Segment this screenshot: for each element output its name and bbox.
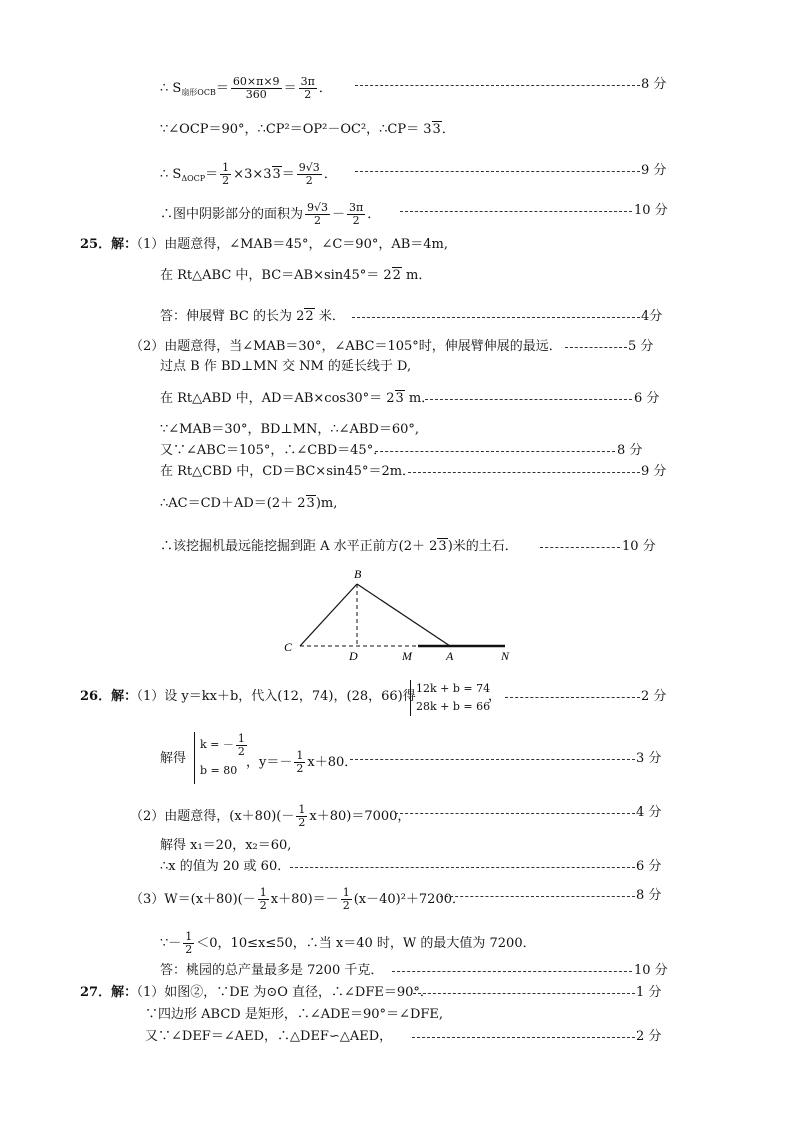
dotted-leader <box>413 993 635 994</box>
solution-line <box>0 534 794 560</box>
solution-line <box>0 158 794 187</box>
dotted-leader <box>540 547 620 548</box>
solution-line <box>0 925 794 955</box>
solution-text: ， <box>488 689 502 704</box>
score-mark: 5 分 <box>628 339 654 354</box>
solution-text: 解得 <box>160 751 187 766</box>
score-mark: 1 分 <box>636 985 662 1000</box>
math-expression: ∵∠OCP＝90°，∴CP²＝OP²－OC²，∴CP＝ 33． <box>160 122 455 137</box>
score-mark: 9 分 <box>641 163 667 178</box>
solution-line <box>0 491 794 517</box>
score-mark: 8 分 <box>636 888 662 903</box>
solution-text: 又∵∠ABC＝105°，∴∠CBD＝45°． <box>160 443 387 458</box>
score-mark: 2 分 <box>641 689 667 704</box>
solution-line <box>0 881 794 911</box>
dotted-leader <box>290 867 635 868</box>
dotted-leader <box>412 1037 635 1038</box>
dotted-leader <box>565 347 627 348</box>
solution-line <box>0 198 794 227</box>
solution-text: ∵－ $\frac{1}{2}$ ＜0，10≤x≤50，∴当 x＝40 时，W 的最大值为 7200． <box>160 930 536 956</box>
score-mark: 4分 <box>641 309 663 324</box>
solution-line <box>0 1024 794 1050</box>
label-b: B <box>354 567 362 581</box>
solution-line <box>0 304 794 330</box>
solution-text: （2）由题意得，(x＋80)(－ $\frac{1}{2}$ x＋80)＝7000， <box>130 803 411 829</box>
dotted-leader <box>355 171 640 172</box>
solution-text: 答：桃园的总产量最多是 7200 千克． <box>160 963 384 978</box>
solution-text: （2）由题意得，当∠MAB＝30°，∠ABC＝105°时，伸展臂伸展的最远． <box>130 339 562 354</box>
score-mark: 6 分 <box>636 859 662 874</box>
label-m: M <box>402 649 412 663</box>
dotted-leader <box>352 317 640 318</box>
equation-system: k = － $\frac{1}{2}$ b = 80 <box>194 732 249 784</box>
solution-line <box>0 386 794 412</box>
solution-text: ，y＝－ $\frac{1}{2}$ x＋80． <box>246 749 358 775</box>
solution-text: ∵四边形 ABCD 是矩形，∴∠ADE＝90°＝∠DFE, <box>145 1007 444 1022</box>
solution-text: （3）W＝(x＋80)(－ $\frac{1}{2}$ x＋80)＝－ $\frac{1}{2}$ (x－40)²＋7200． <box>130 886 466 912</box>
math-expression: ∴ $S_{\Delta OCP}=$ $\frac{1}{2}$ ×3×33＝ $\frac{9√3}{2}$ ． <box>160 161 337 187</box>
score-mark: 10 分 <box>622 539 656 554</box>
dotted-leader <box>375 451 615 452</box>
score-mark: 6 分 <box>634 391 660 406</box>
score-mark: 9 分 <box>641 464 667 479</box>
solution-line <box>0 263 794 289</box>
solution-line <box>0 117 794 143</box>
label-d: D <box>349 649 358 663</box>
math-expression: ∴图中阴影部分的面积为 $\frac{9√3}{2}$ － $\frac{3\pi}{2}$ ． <box>160 201 381 227</box>
score-mark: 8 分 <box>641 77 667 92</box>
math-expression: ∴ $S_{扇形OCB}=$ $\frac{60\times\pi\times 9}{360}$ ＝ $\frac{3\pi}{2}$ ． <box>160 75 332 101</box>
solution-text: （1）设 y＝kx＋b，代入(12，74)，(28，66)得 <box>130 689 416 704</box>
solution-line <box>0 854 794 880</box>
solution-line <box>0 459 794 485</box>
dotted-leader <box>355 85 640 86</box>
dotted-leader <box>505 697 640 698</box>
score-mark: 10 分 <box>634 203 668 218</box>
score-mark: 10 分 <box>634 963 668 978</box>
dotted-leader <box>408 472 640 473</box>
solution-text: ∴该挖掘机最远能挖掘到距 A 水平正前方(2＋ 23)米的土石． <box>160 539 518 554</box>
equation-system: 12k + b = 74 28k + b = 66 <box>410 680 490 716</box>
solution-text: ∵∠MAB＝30°，BD⊥MN，∴∠ABD＝60°, <box>160 422 420 437</box>
solution-line <box>0 680 794 720</box>
solution-text: （1）如图②，∵DE 为⊙O 直径，∴∠DFE＝90°． <box>130 985 433 1000</box>
label-c: C <box>284 640 293 654</box>
geometry-figure <box>270 560 530 665</box>
label-n: N <box>501 649 510 663</box>
solution-text: （1）由题意得，∠MAB＝45°，∠C＝90°，AB＝4m, <box>130 237 449 252</box>
question-number: 25．解： <box>80 237 138 252</box>
label-a: A <box>446 649 454 663</box>
solution-text: ∴AC＝CD＋AD＝(2＋ 23)m, <box>160 496 338 511</box>
solution-line <box>0 72 794 101</box>
segment-ba <box>357 584 450 646</box>
solution-text: 又∵∠DEF＝∠AED，∴△DEF∽△AED， <box>145 1029 393 1044</box>
dotted-leader <box>400 211 632 212</box>
dotted-leader <box>440 896 635 897</box>
dotted-leader <box>425 399 632 400</box>
solution-text: 过点 B 作 BD⊥MN 交 NM 的延长线于 D, <box>160 359 412 374</box>
segment-cb <box>300 584 357 646</box>
score-mark: 4 分 <box>636 805 662 820</box>
dotted-leader <box>395 813 635 814</box>
score-mark: 2 分 <box>636 1029 662 1044</box>
solution-text: 答：伸展臂 BC 的长为 22 米． <box>160 309 345 324</box>
dotted-leader <box>350 759 635 760</box>
solution-line <box>0 732 794 788</box>
dotted-leader <box>392 971 632 972</box>
solution-text: ∴x 的值为 20 或 60． <box>160 859 291 874</box>
solution-line <box>0 798 794 828</box>
solution-text: 在 Rt△ABC 中，BC＝AB×sin45°＝ 22 m． <box>160 268 432 283</box>
question-number: 27．解： <box>80 985 138 1000</box>
score-mark: 8 分 <box>617 443 643 458</box>
solution-text: 解得 x₁＝20，x₂＝60, <box>160 838 292 853</box>
score-mark: 3 分 <box>636 751 662 766</box>
solution-text: 在 Rt△ABD 中，AD＝AB×cos30°＝ 23 m． <box>160 391 435 406</box>
solution-text: 在 Rt△CBD 中，CD＝BC×sin45°＝2m． <box>160 464 416 479</box>
question-number: 26．解： <box>80 689 138 704</box>
solution-line <box>0 354 794 380</box>
solution-line <box>0 232 794 258</box>
